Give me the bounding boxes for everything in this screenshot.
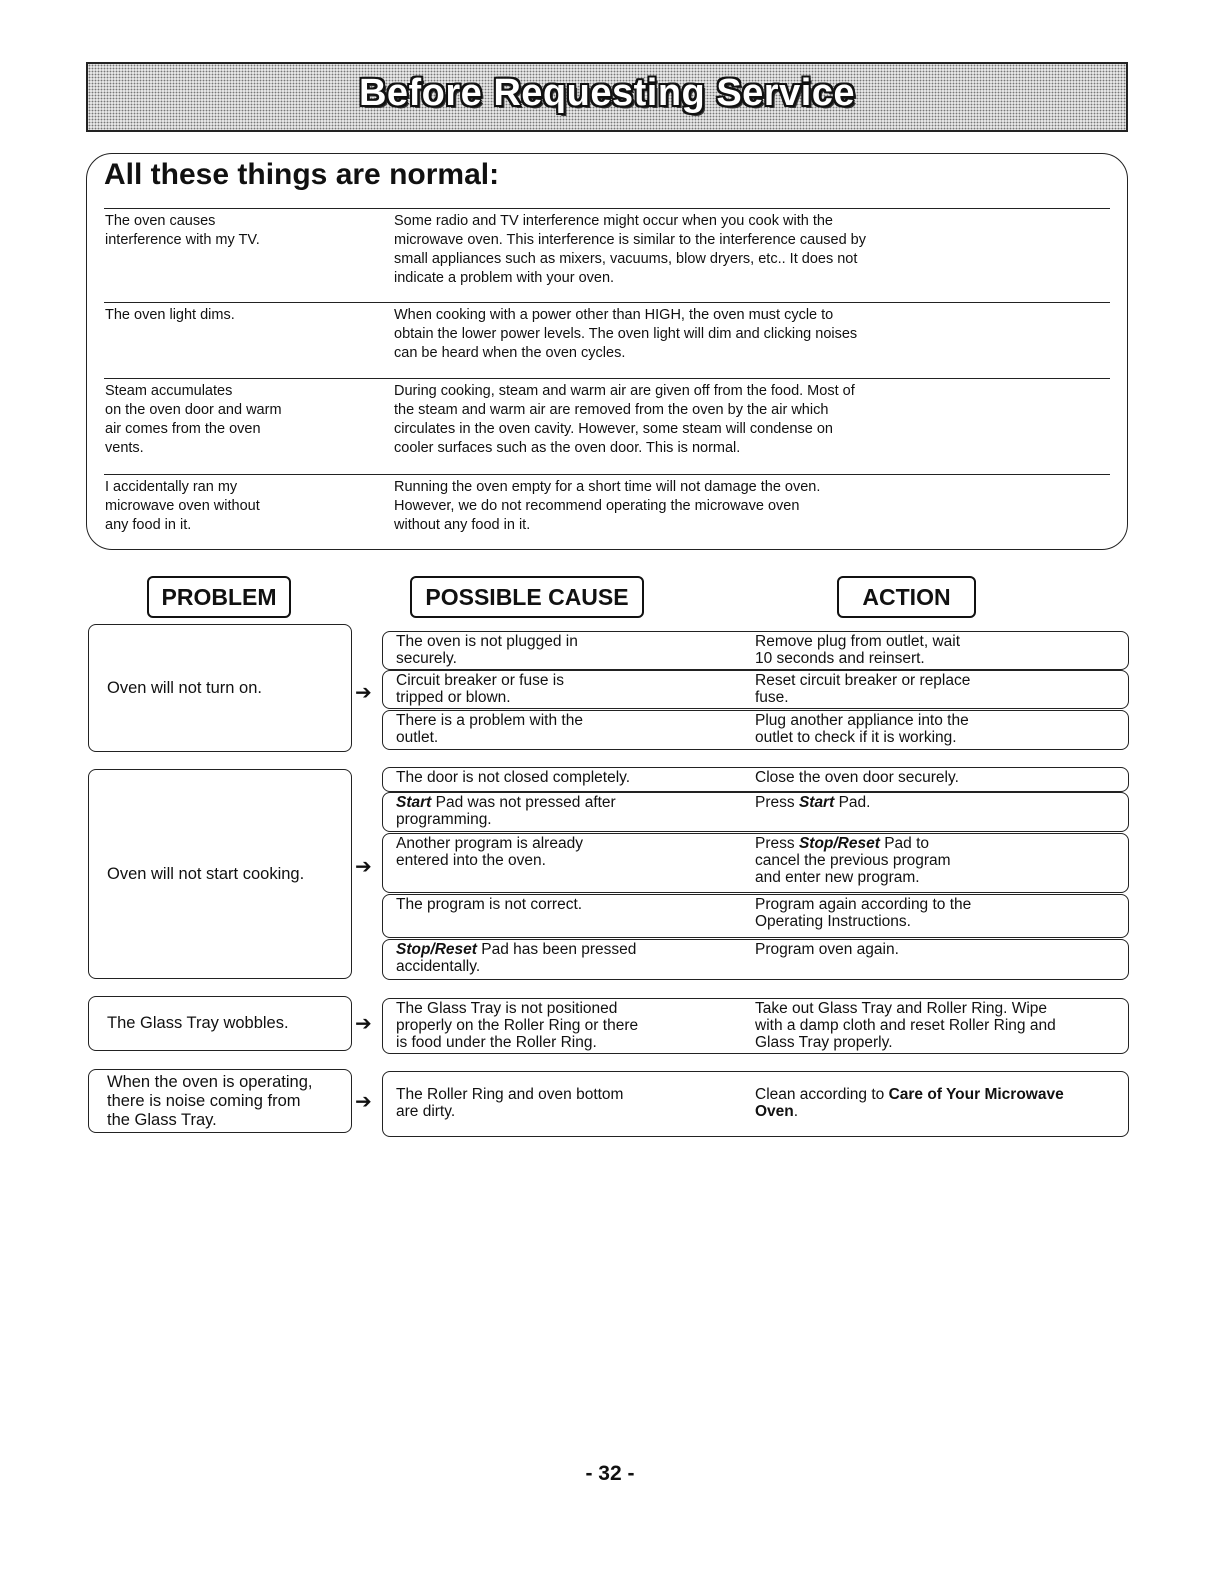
normal-question: The oven light dims. bbox=[105, 307, 235, 323]
page-title: Before Requesting Service bbox=[358, 72, 856, 114]
normal-item bbox=[104, 378, 1110, 475]
cause-text: Circuit breaker or fuse is tripped or blown. bbox=[396, 672, 564, 706]
cause-text: The oven is not plugged in securely. bbox=[396, 633, 578, 667]
action-text: Program again according to the Operating Instructions. bbox=[755, 896, 972, 930]
possible-cause-header: POSSIBLE CAUSE bbox=[410, 576, 644, 618]
normal-answer: Running the oven empty for a short time will not damage the oven. However, we do not recommend operating the microwave oven without any food in it. bbox=[394, 479, 821, 533]
action-text bbox=[755, 1086, 1120, 1120]
action-text: Remove plug from outlet, wait 10 seconds and reinsert. bbox=[755, 633, 961, 667]
normal-heading: All these things are normal: bbox=[104, 158, 500, 191]
cause-text: There is a problem with the outlet. bbox=[396, 712, 583, 746]
problem-box: Oven will not start cooking. bbox=[88, 769, 352, 979]
care-section-reference: Care of Your Microwave Oven bbox=[755, 1086, 1064, 1120]
stop-reset-emphasis: Stop/Reset bbox=[396, 941, 477, 958]
cause-text bbox=[396, 794, 741, 828]
problem-header: PROBLEM bbox=[147, 576, 291, 618]
normal-question: The oven causes interference with my TV. bbox=[105, 213, 260, 248]
normal-answer: When cooking with a power other than HIGH, the oven must cycle to obtain the lower power levels. The oven light will dim and clicking noises can be heard when the oven cycles. bbox=[394, 307, 858, 361]
page-number: - 32 - bbox=[585, 1462, 635, 1485]
action-text bbox=[755, 835, 1120, 886]
normal-item bbox=[104, 208, 1110, 303]
problem-box: The Glass Tray wobbles. bbox=[88, 996, 352, 1051]
cause-action-row bbox=[382, 894, 1129, 938]
cause-action-row bbox=[382, 939, 1129, 980]
cause-action-row bbox=[382, 792, 1129, 832]
start-pad-emphasis: Start bbox=[396, 794, 432, 811]
cause-action-row bbox=[382, 767, 1129, 792]
action-rest: . bbox=[793, 1103, 799, 1120]
title-banner bbox=[86, 62, 1128, 132]
cause-action-row bbox=[382, 998, 1129, 1054]
cause-text: Another program is already entered into the oven. bbox=[396, 835, 583, 869]
action-header: ACTION bbox=[837, 576, 976, 618]
normal-item bbox=[104, 302, 1110, 379]
arrow-right-icon: ➔ bbox=[355, 1013, 372, 1035]
arrow-right-icon: ➔ bbox=[355, 856, 372, 878]
normal-question: Steam accumulates on the oven door and warm air comes from the oven vents. bbox=[105, 383, 282, 456]
cause-text: The door is not closed completely. bbox=[396, 769, 631, 786]
cause-text bbox=[396, 941, 741, 975]
action-text bbox=[755, 794, 1120, 811]
start-pad-emphasis: Start bbox=[798, 794, 835, 811]
arrow-right-icon: ➔ bbox=[355, 682, 372, 704]
cause-action-row bbox=[382, 1071, 1129, 1137]
arrow-right-icon: ➔ bbox=[355, 1091, 372, 1113]
action-prefix: Press bbox=[755, 794, 799, 811]
normal-answer: During cooking, steam and warm air are given off from the food. Most of the steam and warm air are removed from the oven by the air which circulates in the oven cavity. However, some steam will condense on cooler surfaces such as the oven door. This is normal. bbox=[394, 383, 855, 456]
cause-text: The program is not correct. bbox=[396, 896, 583, 913]
cause-action-row bbox=[382, 833, 1129, 893]
action-text: Program oven again. bbox=[755, 941, 899, 958]
action-text: Reset circuit breaker or replace fuse. bbox=[755, 672, 971, 706]
normal-answer: Some radio and TV interference might occur when you cook with the microwave oven. This interference is similar to the interference caused by small appliances such as mixers, vacuums, blow dryers, etc.. It does not indicate a problem with your oven. bbox=[394, 213, 867, 286]
action-rest: Pad. bbox=[834, 794, 871, 811]
action-text: Plug another appliance into the outlet to check if it is working. bbox=[755, 712, 969, 746]
problem-box: Oven will not turn on. bbox=[88, 624, 352, 752]
cause-text: The Roller Ring and oven bottom are dirty. bbox=[396, 1086, 624, 1120]
problem-box: When the oven is operating, there is noise coming from the Glass Tray. bbox=[88, 1069, 352, 1133]
cause-rest: Pad has been pressed accidentally. bbox=[396, 941, 637, 975]
action-prefix: Press bbox=[755, 835, 799, 852]
cause-action-row bbox=[382, 670, 1129, 709]
cause-text: The Glass Tray is not positioned properly on the Roller Ring or there is food under the Roller Ring. bbox=[396, 1000, 639, 1051]
action-prefix: Clean according to bbox=[755, 1086, 889, 1103]
action-text: Close the oven door securely. bbox=[755, 769, 959, 786]
cause-action-row bbox=[382, 631, 1129, 670]
action-text: Take out Glass Tray and Roller Ring. Wipe with a damp cloth and reset Roller Ring and Glass Tray properly. bbox=[755, 1000, 1056, 1051]
action-rest: Pad to cancel the previous program and enter new program. bbox=[755, 835, 951, 886]
stop-reset-emphasis: Stop/Reset bbox=[798, 835, 880, 852]
normal-question: I accidentally ran my microwave oven without any food in it. bbox=[105, 479, 260, 533]
normal-item bbox=[104, 474, 1110, 541]
cause-action-row bbox=[382, 710, 1129, 750]
cause-rest: Pad was not pressed after programming. bbox=[396, 794, 616, 828]
